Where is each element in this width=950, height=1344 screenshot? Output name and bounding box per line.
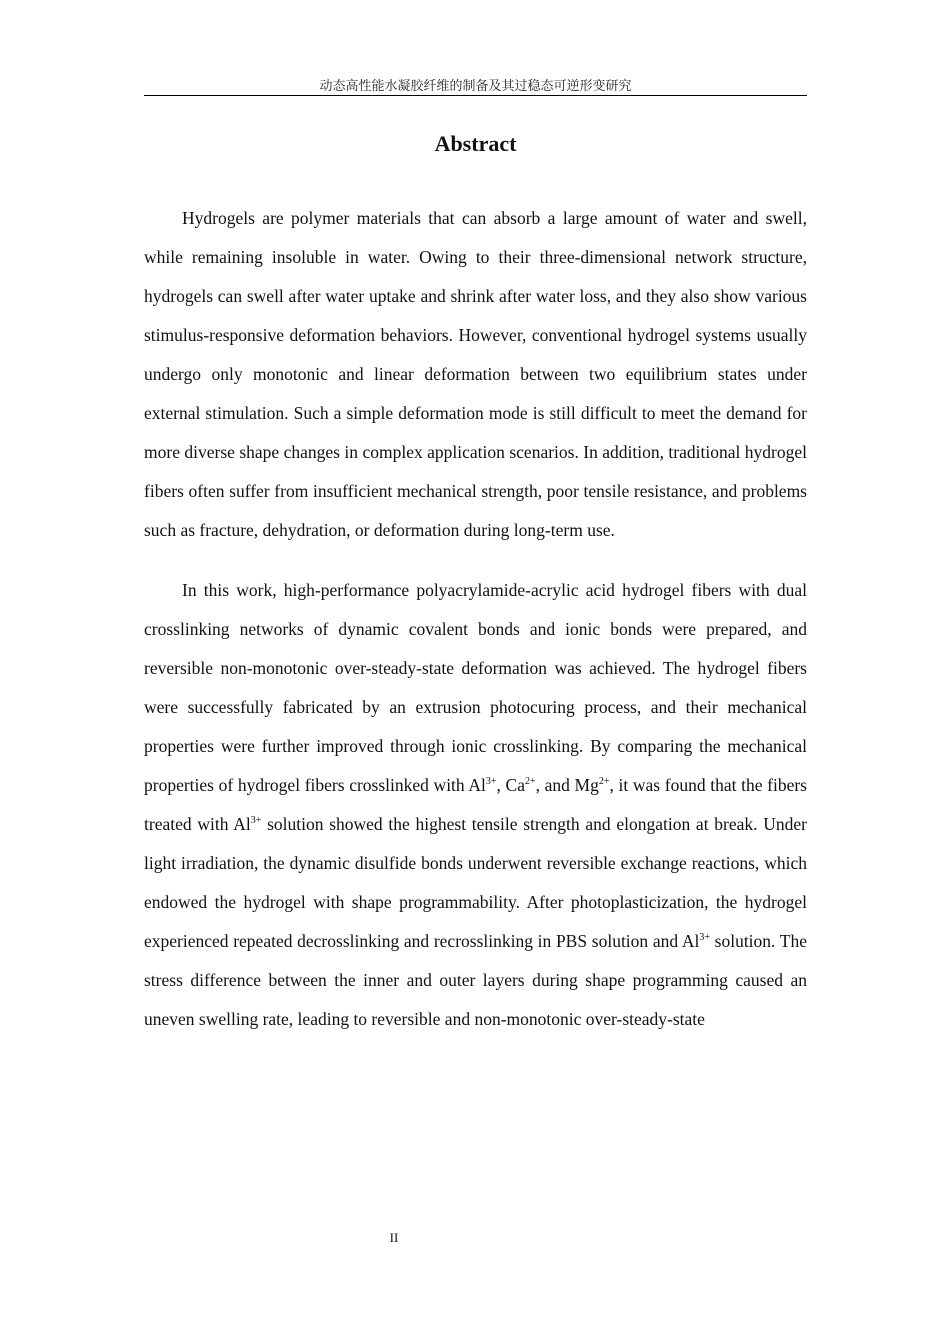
abstract-title: Abstract bbox=[434, 131, 517, 156]
abstract-body bbox=[144, 199, 807, 1039]
paragraph-text: Hydrogels are polymer materials that can absorb a large amount of water and swell, while remaining insoluble in water. Owing to their three-dimensional network structure, hydrogels can swell after water uptake and shrink after water loss, and they also show various stimulus-responsive deformation behaviors. However, conventional hydrogel systems usually undergo only monotonic and linear deformation between two equilibrium states under external stimulation. Such a simple deformation mode is still difficult to meet the demand for more diverse shape changes in complex application scenarios. In addition, traditional hydrogel fibers often suffer from insufficient mechanical strength, poor tensile resistance, and problems such as fracture, dehydration, or deformation during long-term use. bbox=[144, 208, 807, 540]
abstract-paragraph-2 bbox=[144, 571, 807, 1039]
paragraph-text: In this work, high-performance polyacrylamide-acrylic acid hydrogel fibers with dual crosslinking networks of dynamic covalent bonds and ionic bonds were prepared, and reversible non-monotonic over-steady-state deformation was achieved. The hydrogel fibers were successfully fabricated by an extrusion photocuring process, and their mechanical properties were further improved through ionic crosslinking. By comparing the mechanical properties of hydrogel fibers crosslinked with Al bbox=[144, 580, 807, 795]
header-divider bbox=[144, 95, 807, 96]
paragraph-text: , and Mg bbox=[535, 775, 599, 795]
abstract-paragraph-1 bbox=[144, 199, 807, 550]
paragraph-text: solution. The stress difference between the inner and outer layers during shape programming caused an uneven swelling rate, leading to reversible and non-monotonic over-steady-state bbox=[144, 931, 807, 1029]
ion-charge-superscript: 2+ bbox=[598, 776, 610, 787]
paragraph-text: , Ca bbox=[496, 775, 525, 795]
ion-charge-superscript: 3+ bbox=[699, 932, 710, 943]
ion-charge-superscript: 3+ bbox=[485, 776, 497, 787]
running-header: 动态高性能水凝胶纤维的制备及其过稳态可逆形变研究 bbox=[319, 78, 632, 93]
ion-charge-superscript: 2+ bbox=[524, 776, 536, 787]
paragraph-text: , it was found that the fibers treated with Al bbox=[144, 775, 807, 834]
paragraph-text: solution showed the highest tensile strength and elongation at break. Under light irradiation, the dynamic disulfide bonds underwent reversible exchange reactions, which endowed the hydrogel with shape programmability. After photoplasticization, the hydrogel experienced repeated decrosslinking and recrosslinking in PBS solution and Al bbox=[144, 814, 807, 951]
ion-charge-superscript: 3+ bbox=[250, 815, 262, 826]
page-number: II bbox=[389, 1230, 399, 1245]
